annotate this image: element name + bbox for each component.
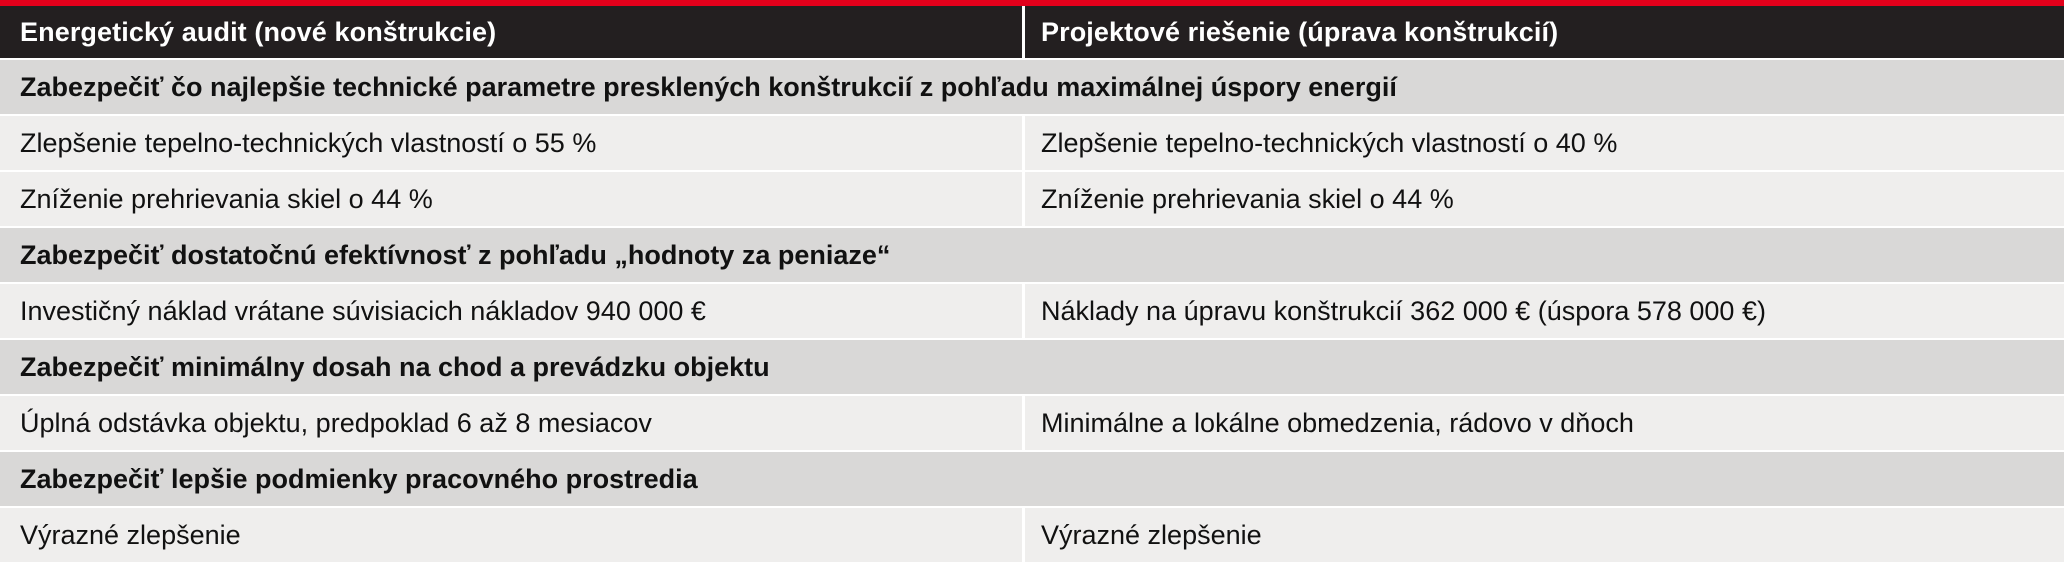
header-row xyxy=(0,6,2064,58)
table-row xyxy=(0,506,2064,562)
table-row xyxy=(0,282,2064,338)
cell-energy-audit: Zlepšenie tepelno-technických vlastností o 55 % xyxy=(0,116,1025,170)
header-project-solution: Projektové riešenie (úprava konštrukcií) xyxy=(1041,16,1559,47)
table-row xyxy=(0,394,2064,450)
section-title: Zabezpečiť lepšie podmienky pracovného prostredia xyxy=(0,450,2064,506)
table-row xyxy=(0,114,2064,170)
section-title: Zabezpečiť čo najlepšie technické parametre presklených konštrukcií z pohľadu maximálnej úspory energií xyxy=(0,58,2064,114)
cell-project-solution: Náklady na úpravu konštrukcií 362 000 € (úspora 578 000 €) xyxy=(1041,295,1766,326)
header-energy-audit: Energetický audit (nové konštrukcie) xyxy=(0,6,1025,58)
cell-energy-audit: Úplná odstávka objektu, predpoklad 6 až 8 mesiacov xyxy=(0,396,1025,450)
cell-energy-audit: Výrazné zlepšenie xyxy=(0,508,1025,562)
cell-project-solution: Zlepšenie tepelno-technických vlastností o 40 % xyxy=(1041,127,1618,158)
cell-energy-audit: Investičný náklad vrátane súvisiacich nákladov 940 000 € xyxy=(0,284,1025,338)
cell-project-solution: Minimálne a lokálne obmedzenia, rádovo v dňoch xyxy=(1041,407,1634,438)
cell-energy-audit: Zníženie prehrievania skiel o 44 % xyxy=(0,172,1025,226)
cell-project-solution: Zníženie prehrievania skiel o 44 % xyxy=(1041,183,1454,214)
section-title: Zabezpečiť minimálny dosah na chod a prevádzku objektu xyxy=(0,338,2064,394)
section-title: Zabezpečiť dostatočnú efektívnosť z pohľadu „hodnoty za peniaze“ xyxy=(0,226,2064,282)
table-row xyxy=(0,170,2064,226)
cell-project-solution: Výrazné zlepšenie xyxy=(1041,519,1262,550)
